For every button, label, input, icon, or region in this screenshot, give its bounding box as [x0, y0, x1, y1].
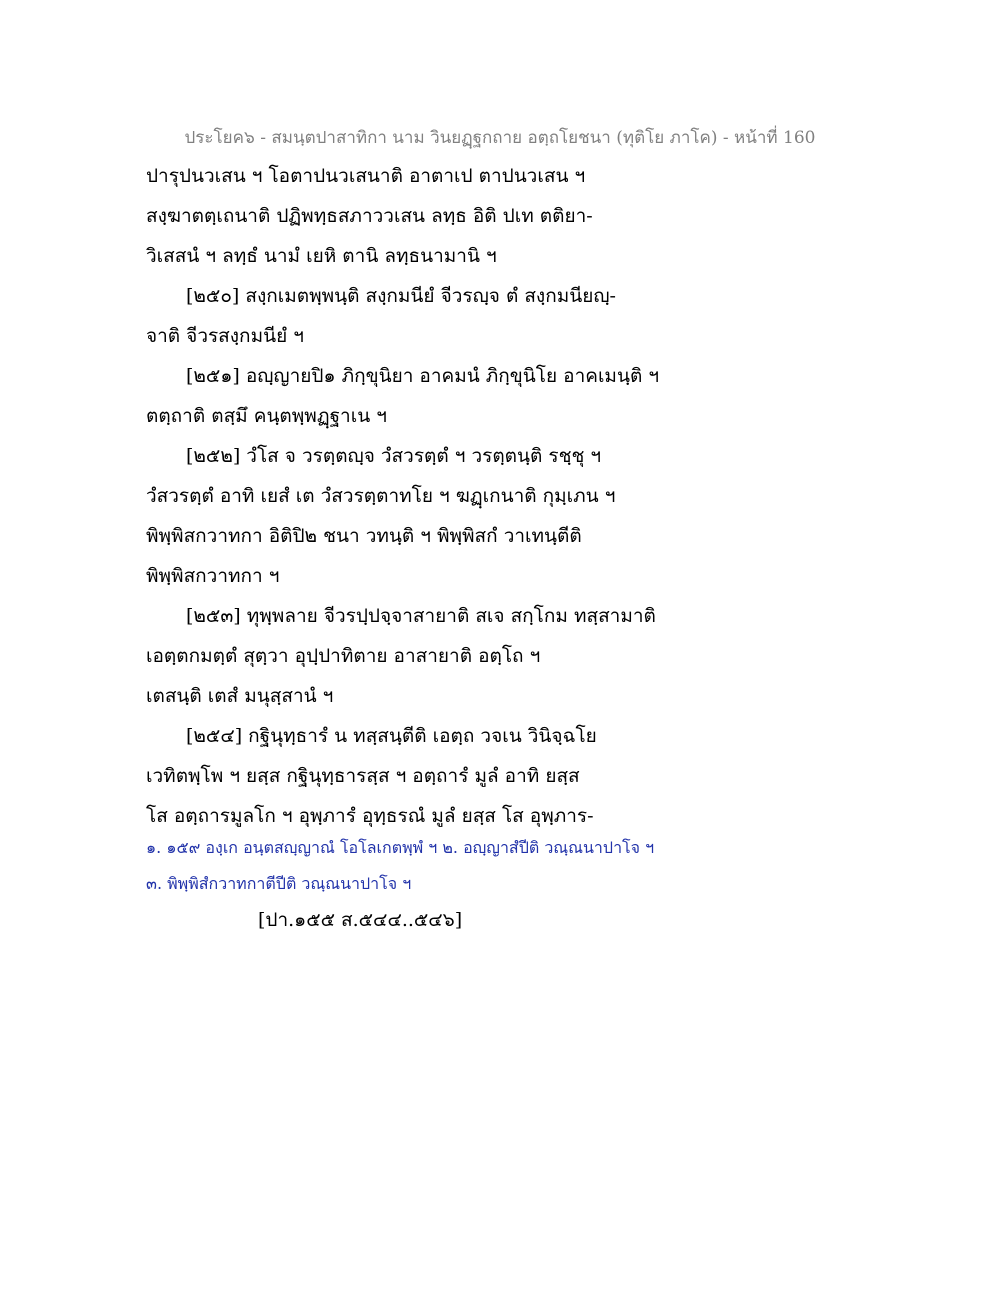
text-line: วิเสสนํ ฯ ลทฺธํ นามํ เยหิ ตานิ ลทฺธนามานิ ฯ — [146, 245, 497, 267]
paragraph-251-start: [๒๕๑] อญฺญายปิ๑ ภิกฺขุนิยา อาคมนํ ภิกฺขุนิโย อาคเมนฺติ ฯ — [186, 365, 659, 387]
paragraph-253-start: [๒๕๓] ทุพฺพลาย จีวรปฺปจฺจาสายาติ สเจ สกฺโกม ทสฺสามาติ — [186, 605, 656, 627]
text-line: เอตฺตกมตฺตํ สุตฺวา อุปฺปาทิตาย อาสายาติ อตฺโถ ฯ — [146, 645, 541, 667]
text-line: เวทิตพฺโพ ฯ ยสฺส กฐินุทฺธารสฺส ฯ อตฺถารํ มูลํ อาทิ ยสฺส — [146, 765, 580, 787]
text-line: พิพฺพิสกวาทกา ฯ — [146, 565, 280, 587]
footnote-line: ๓. พิพฺพิสํกวาทกาตีปีติ วณฺณนาปาโจ ฯ — [146, 874, 412, 893]
text-line: พิพฺพิสกวาทกา อิติปิ๒ ชนา วทนฺติ ฯ พิพฺพิสกํ วาเทนฺตีติ — [146, 525, 582, 547]
footnote-line: ๑. ๑๕๙ องฺเก อนฺตสญฺญาณํ โอโลเกตพฺพํ ฯ ๒. อญฺญาสํปีติ วณฺณนาปาโจ ฯ — [146, 838, 655, 857]
text-line: เตสนฺติ เตสํ มนุสฺสานํ ฯ — [146, 685, 334, 707]
paragraph-254-start: [๒๕๔] กฐินุทฺธารํ น ทสฺสนฺตีติ เอตฺถ วจเน วินิจฺฉโย — [186, 725, 597, 747]
text-line: วํสวรตฺตํ อาทิ เยสํ เต วํสวรตฺตาทโย ฯ ฆฏฺเกนาติ กุมฺเภน ฯ — [146, 485, 616, 507]
text-line: ปารุปนวเสน ฯ โอตาปนวเสนาติ อาตาเป ตาปนวเสน ฯ — [146, 165, 586, 187]
main-text — [146, 156, 966, 836]
page-reference: [ปา.๑๕๕ ส.๕๔๔..๕๔๖] — [258, 909, 463, 931]
text-line: ตตฺถาติ ตสฺมึ คนฺตพฺพฏฺฐาเน ฯ — [146, 405, 387, 427]
text-line: โส อตฺถารมูลโก ฯ อุพฺภารํ อุทฺธรณํ มูลํ ยสฺส โส อุพฺภาร- — [146, 805, 594, 827]
footnotes — [146, 830, 966, 902]
text-line: จาติ จีวรสงฺกมนียํ ฯ — [146, 325, 304, 347]
paragraph-252-start: [๒๕๒] วํโส จ วรตฺตญฺจ วํสวรตฺตํ ฯ วรตฺตนฺติ รชฺชุ ฯ — [186, 445, 602, 467]
page-header: ประโยค๖ - สมนฺตปาสาทิกา นาม วินยฏฺฐกถาย อตฺถโยชนา (ทุติโย ภาโค) - หน้าที่ 160 — [184, 128, 816, 148]
paragraph-250-start: [๒๕๐] สงฺกเมตพฺพนฺติ สงฺกมนียํ จีวรญฺจ ตํ สงฺกมนียญฺ- — [186, 285, 616, 307]
text-line: สงฺฆาตตฺเถนาติ ปฏิพทฺธสภาววเสน ลทฺธ อิติ ปเท ตติยา- — [146, 205, 593, 227]
